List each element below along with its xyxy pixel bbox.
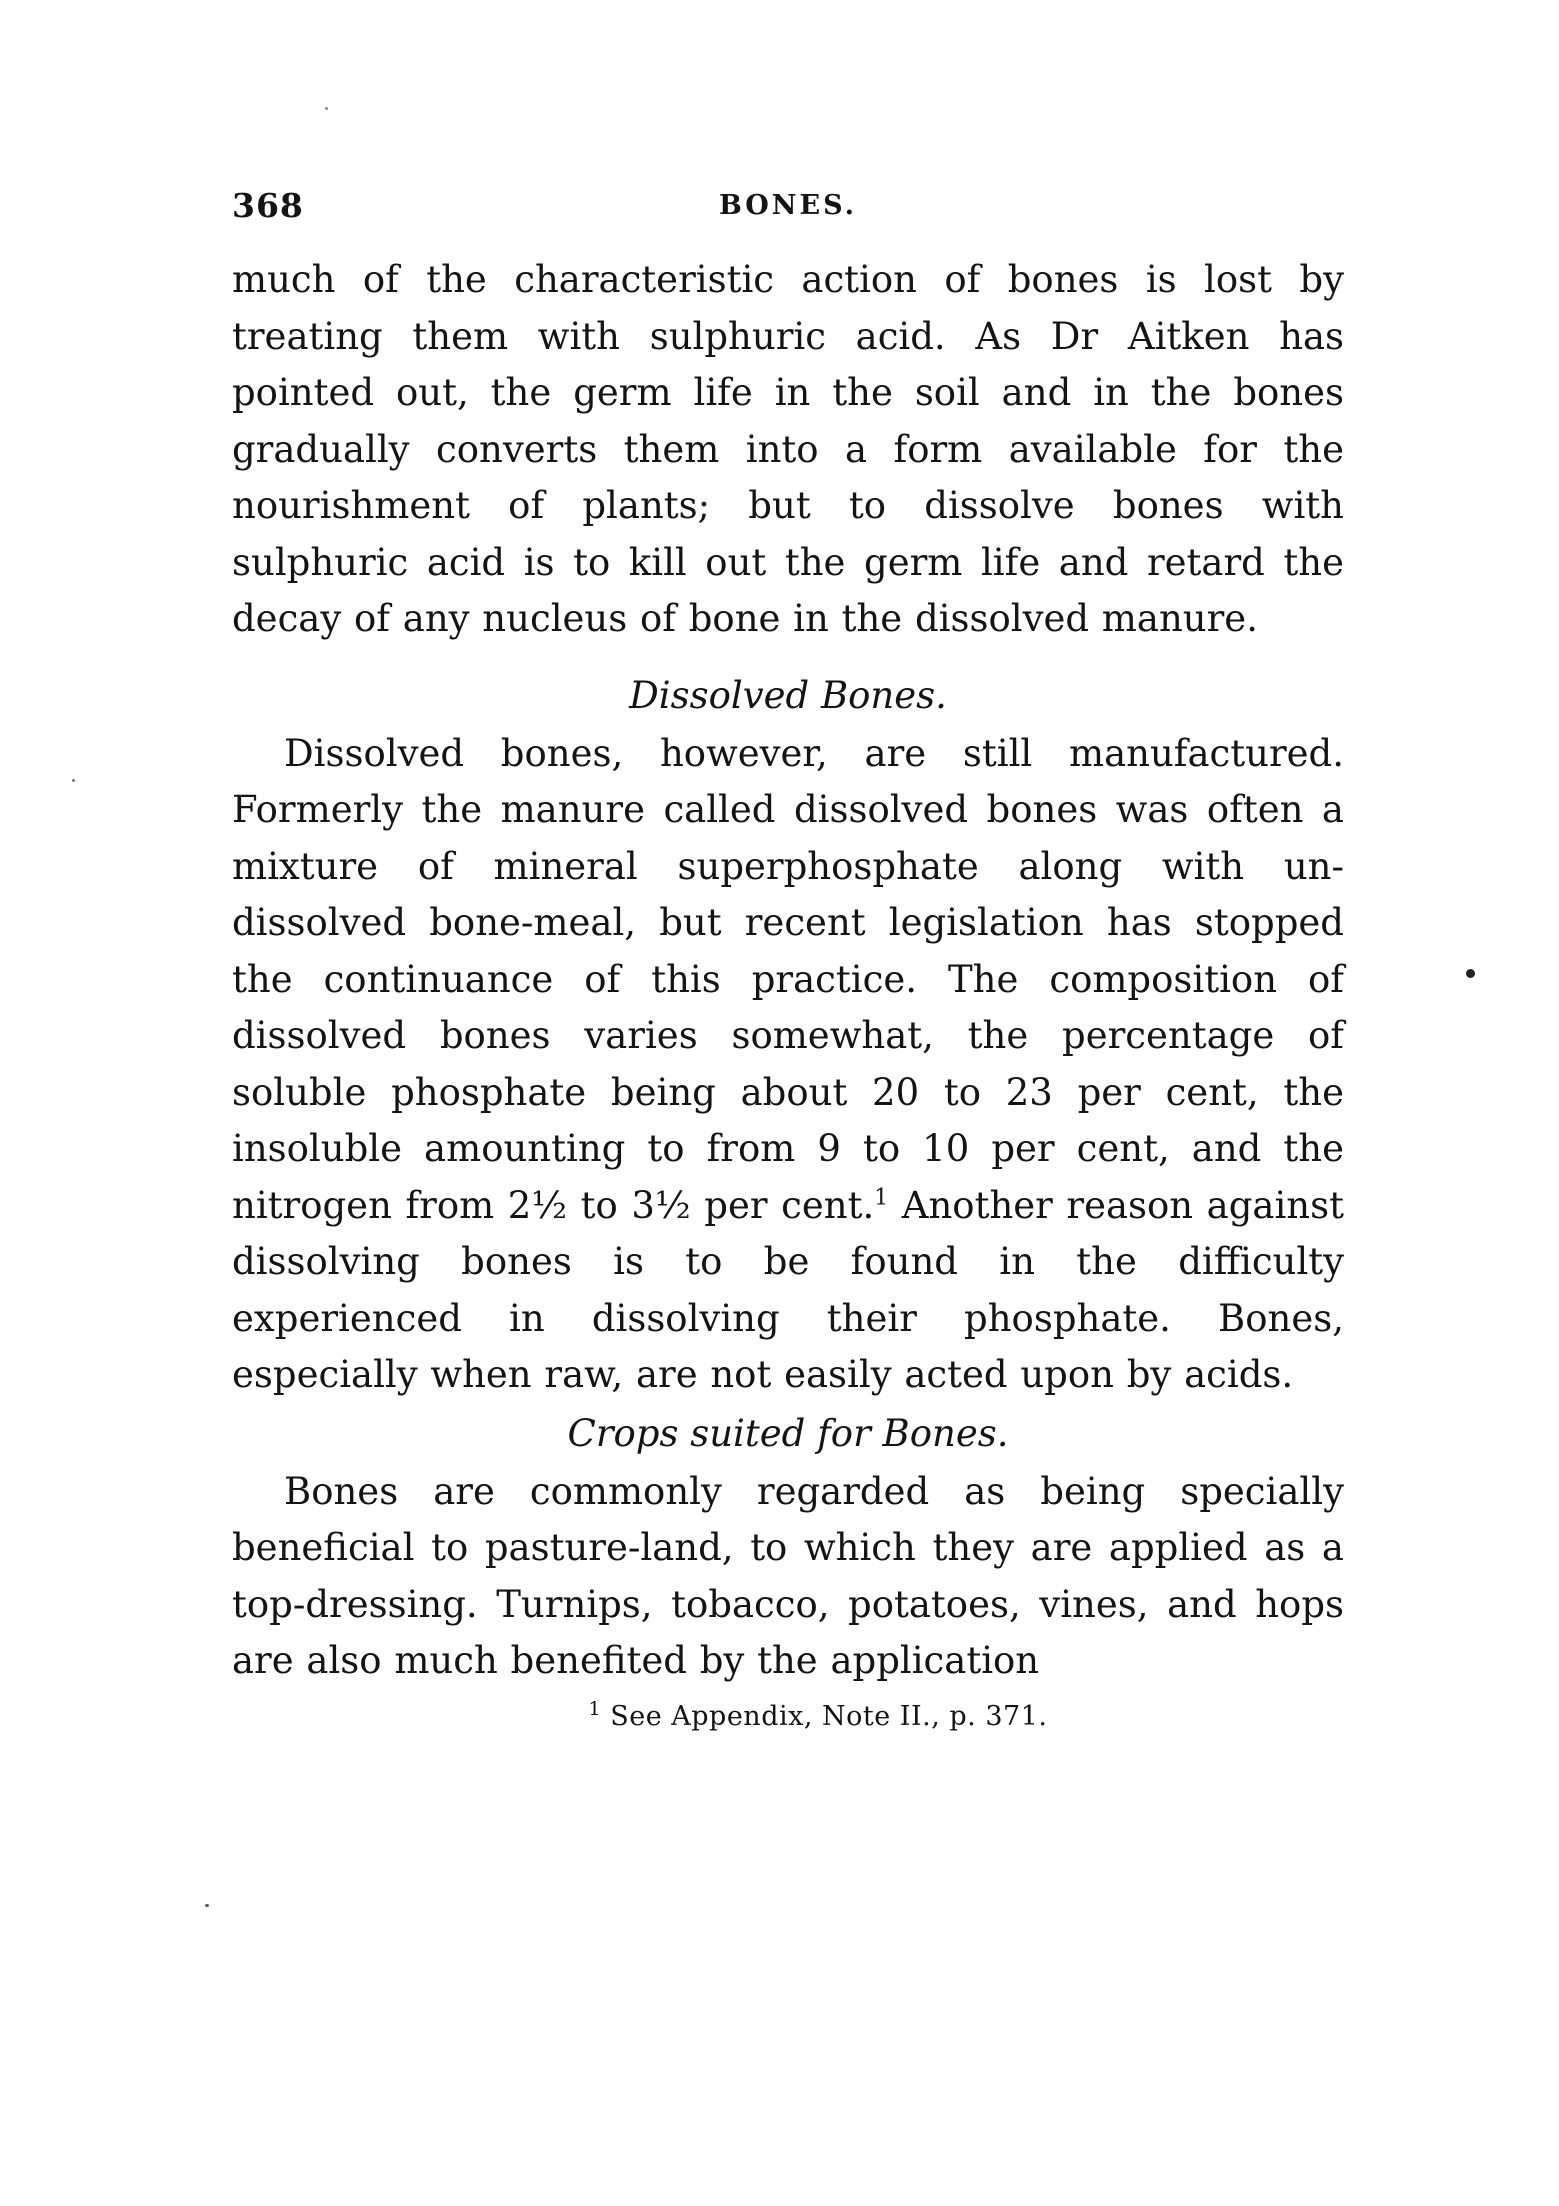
paragraph-crops: Bones are commonly regarded as being specially beneficial to pasture-land, to which they are applied as a top-dressing. Turnips, tobacco, potatoes, vines, and hops are also much benefited by the application <box>232 1469 1344 1682</box>
page-header <box>232 180 1344 230</box>
footnote-reference: 1 <box>874 1185 889 1211</box>
footnote-text: See Appendix, Note II., p. 371. <box>601 1700 1048 1732</box>
ink-speck <box>325 107 328 110</box>
footnote <box>232 1698 1344 1732</box>
footnote-marker: 1 <box>588 1697 602 1720</box>
book-page <box>232 180 1344 1732</box>
paragraph-continuation: much of the characteristic action of bones is lost by treating them with sulphuric acid. As Dr Aitken has pointed out, the germ life in the soil and in the bones gradually converts them into a form available for the nourishment of plants; but to dissolve bones with sulphuric acid is to kill out the germ life and retard the decay of any nucleus of bone in the dissolved manure. <box>232 258 1344 640</box>
section-heading-crops: Crops suited for Bones. <box>567 1411 1009 1455</box>
ink-speck <box>72 779 75 782</box>
running-title: BONES. <box>718 190 858 221</box>
paragraph-dissolved-bones <box>232 726 1344 1404</box>
paragraph-text: Another reason against dissolving bones is to be found in the difficulty experienced in dissolving their phosphate. Bones, especially when raw, are not easily acted upon by acids. <box>232 1183 1344 1396</box>
ink-speck <box>205 1904 209 1907</box>
section-heading-dissolved-bones: Dissolved Bones. <box>629 673 947 717</box>
paragraph-text: Dissolved bones, however, are still manufactured. Formerly the manure called dissolved bones was often a mixture of mineral superphosphate along with un-dissolved bone-meal, but recent legislation has stopped the continuance of this practice. The composition of dissolved bones varies somewhat, the percentage of soluble phosphate being about 20 to 23 per cent, the insoluble amounting to from 9 to 10 per cent, and the nitrogen from 2½ to 3½ per cent. <box>232 731 1344 1227</box>
ink-speck <box>1466 969 1475 978</box>
page-number: 368 <box>232 186 304 225</box>
